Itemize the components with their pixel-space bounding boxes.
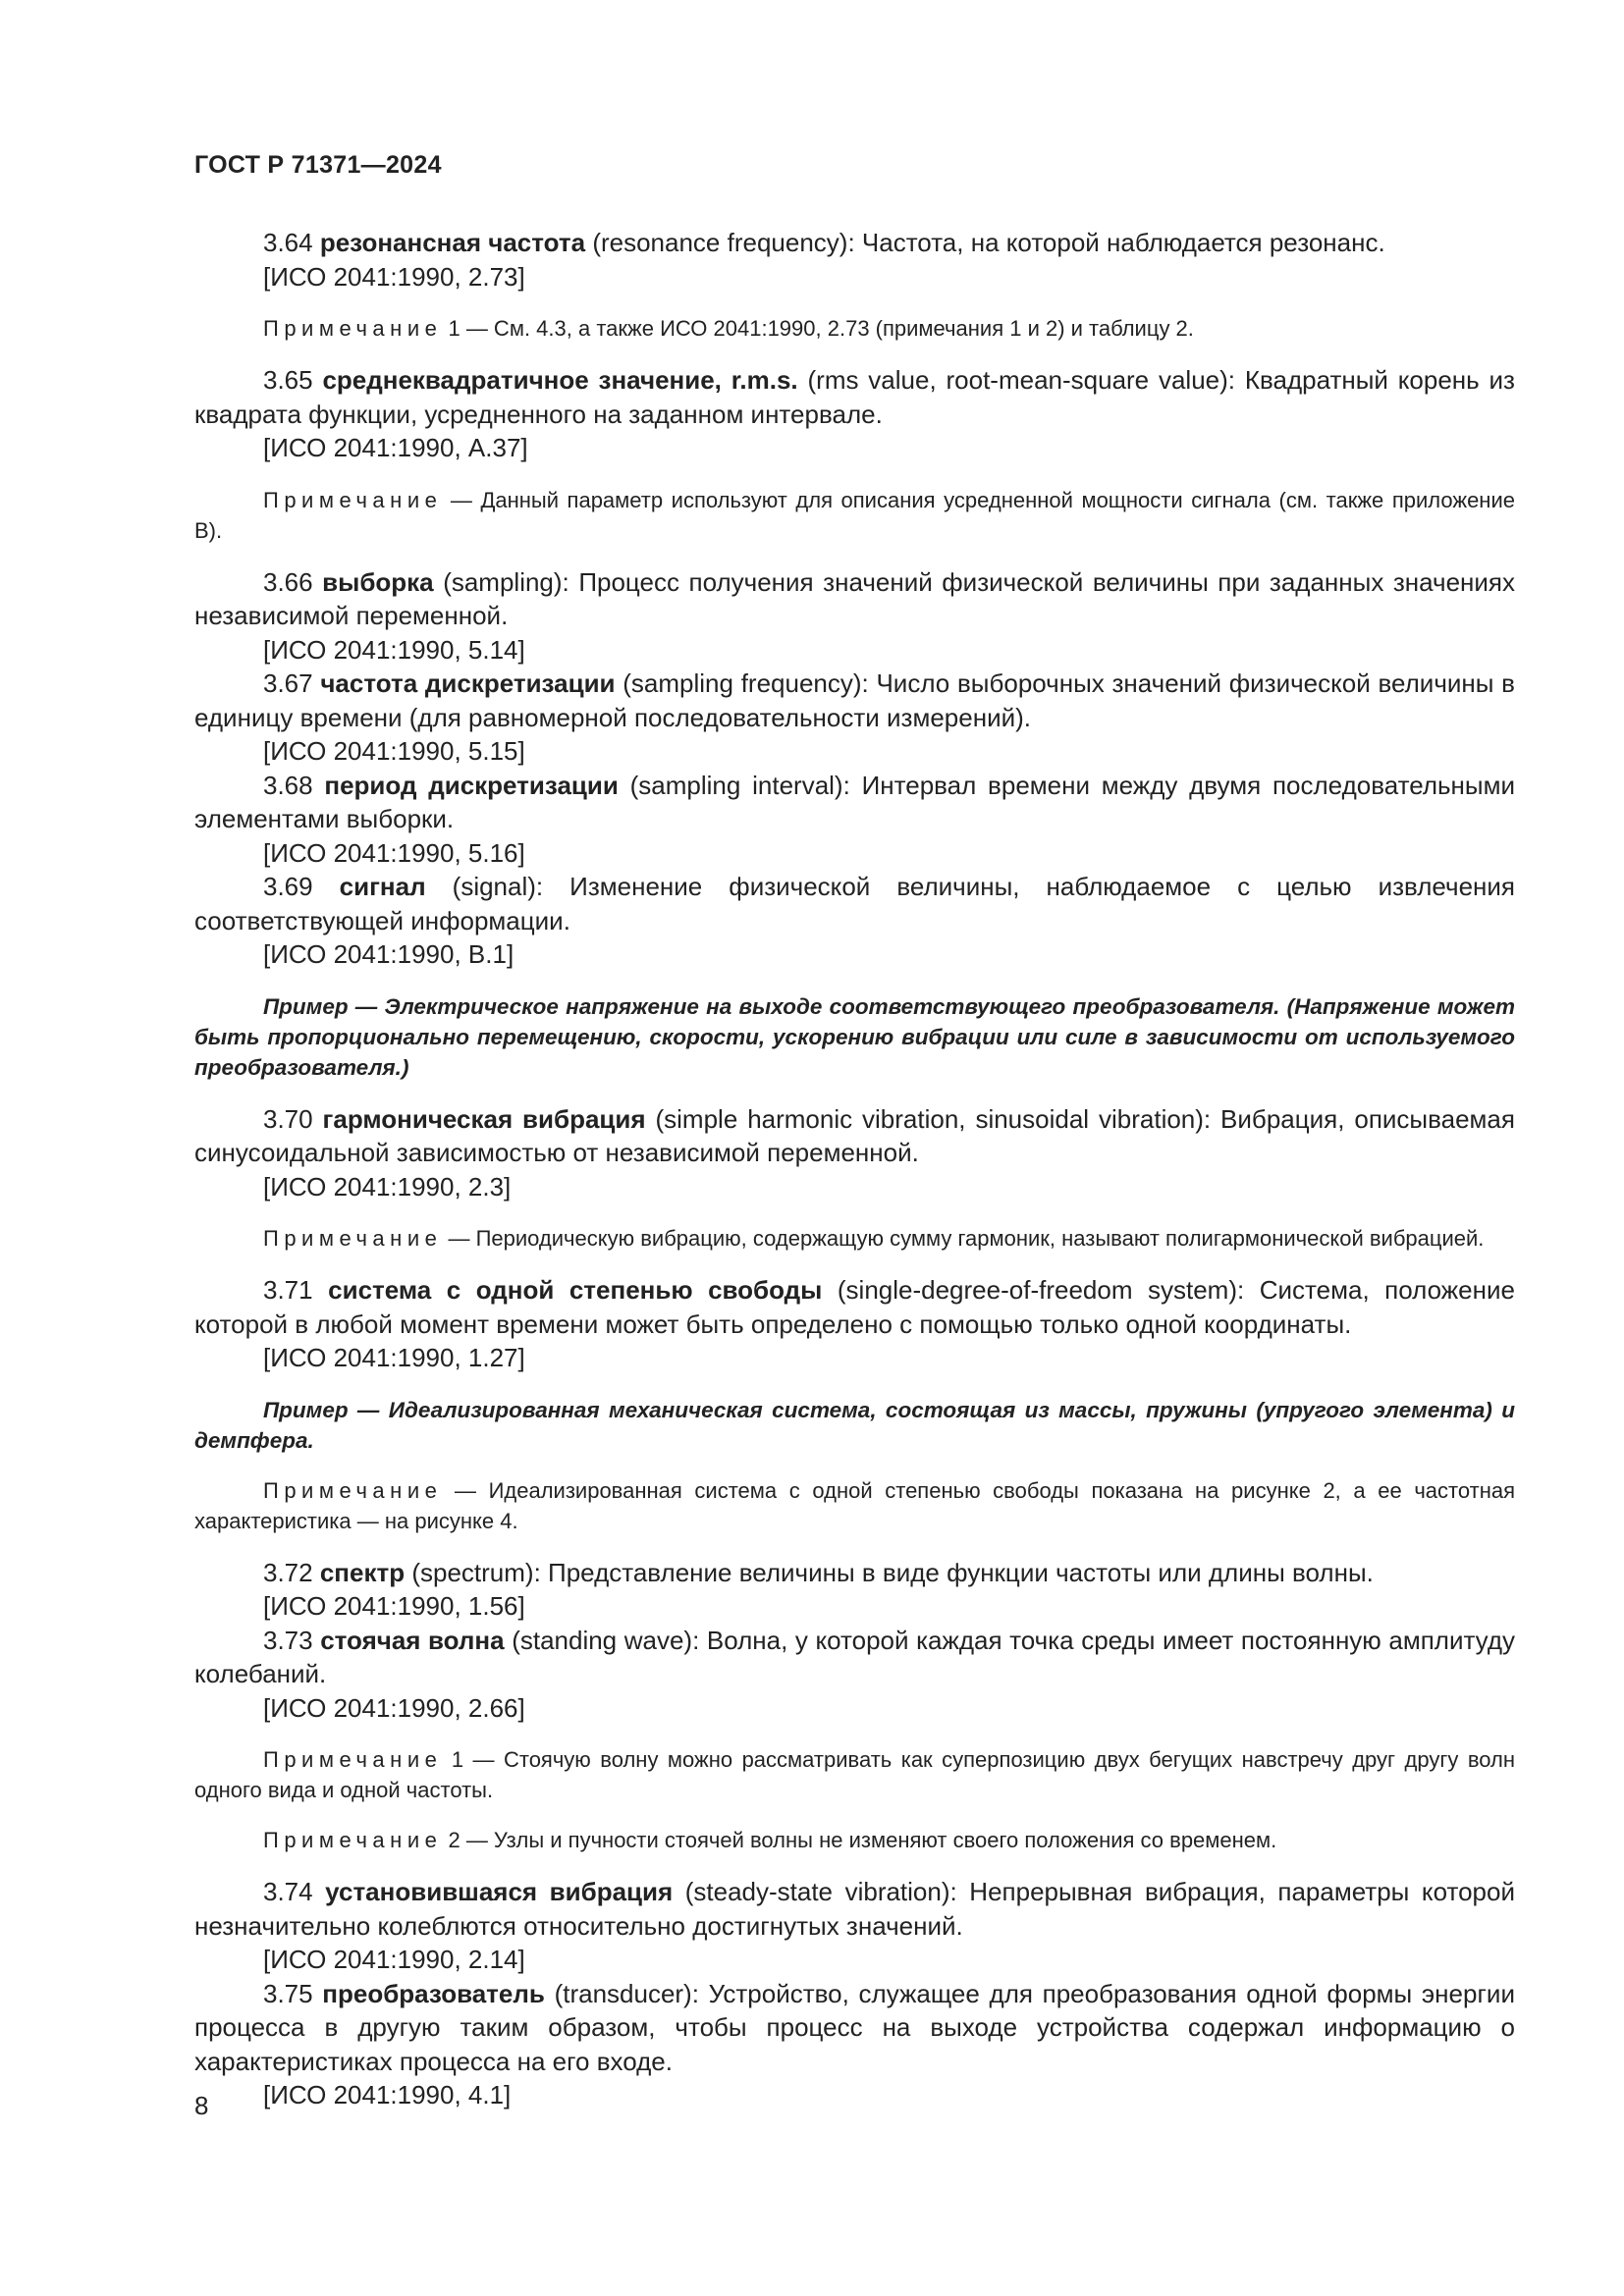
note-text: — Данный параметр используют для описания усредненной мощности сигнала (см. также приложение В).	[194, 487, 1515, 543]
term-text: (simple harmonic vibration, sinusoidal vibration): Вибрация, описываемая синусоидальной зависимостью от независимой переменной.	[194, 1103, 1515, 1167]
term-number: 3.73	[263, 1625, 313, 1655]
term-name: среднеквадратичное значение, r.m.s.	[322, 365, 798, 395]
term-name: установившаяся вибрация	[325, 1877, 674, 1906]
term-definition	[194, 363, 1515, 431]
term-text: (spectrum): Представление величины в виде функции частоты или длины волны.	[411, 1557, 1374, 1587]
note-text: 1 — Стоячую волну можно рассматривать как суперпозицию двух бегущих навстречу друг другу волн одного вида и одной частоты.	[194, 1747, 1515, 1802]
term-definition	[194, 1624, 1515, 1691]
term-definition	[194, 1875, 1515, 1943]
term-name: стоячая волна	[320, 1625, 505, 1655]
term-entry	[194, 1875, 1515, 1977]
note-label: Примечание	[263, 1828, 443, 1852]
term-source-reference: [ИСО 2041:1990, 1.27]	[263, 1343, 525, 1372]
term-definition	[194, 226, 1515, 260]
note	[194, 1825, 1515, 1855]
term-definition	[194, 870, 1515, 937]
term-number: 3.75	[263, 1978, 313, 2008]
term-entry	[194, 1977, 1515, 2112]
note-text: 1 — См. 4.3, а также ИСО 2041:1990, 2.73 (примечания 1 и 2) и таблицу 2.	[448, 316, 1194, 341]
term-number: 3.67	[263, 668, 313, 698]
term-source-reference: [ИСО 2041:1990, А.37]	[263, 433, 528, 462]
note	[194, 1744, 1515, 1805]
term-text: (steady-state vibration): Непрерывная вибрация, параметры которой незначительно колеблются относительно достигнутых значений.	[194, 1877, 1515, 1941]
term-name: сигнал	[339, 872, 426, 901]
term-definition	[194, 565, 1515, 633]
term-entry	[194, 363, 1515, 465]
note-label: Примечание	[263, 1747, 443, 1772]
term-text: (sampling frequency): Число выборочных значений физической величины в единицу времени (для равномерной последовательности измерений).	[194, 668, 1515, 732]
page-number: 8	[194, 2091, 209, 2120]
term-number: 3.66	[263, 566, 313, 597]
term-number: 3.70	[263, 1103, 313, 1134]
term-source-reference: [ИСО 2041:1990, 2.66]	[263, 1692, 525, 1723]
term-source-reference: [ИСО 2041:1990, 2.73]	[263, 261, 525, 292]
note-text: — Идеализированная система с одной степенью свободы показана на рисунке 2, а ее частотная характеристика — на рисунке 4.	[194, 1477, 1515, 1533]
term-number: 3.71	[263, 1275, 313, 1305]
term-entry	[194, 870, 1515, 972]
term-name: резонансная частота	[319, 228, 586, 257]
note	[194, 1223, 1515, 1254]
term-entry	[194, 1102, 1515, 1204]
term-entry	[194, 565, 1515, 667]
term-source-reference: [ИСО 2041:1990, 5.15]	[263, 736, 525, 766]
term-source-reference: [ИСО 2041:1990, 2.14]	[263, 1945, 525, 1974]
example: Пример — Идеализированная механическая система, состоящая из массы, пружины (упругого элемента) и демпфера.	[194, 1397, 1515, 1453]
term-name: частота дискретизации	[320, 668, 616, 698]
term-name: выборка	[322, 566, 434, 597]
term-source-reference: [ИСО 2041:1990, 1.56]	[263, 1591, 525, 1621]
term-source-reference: [ИСО 2041:1990, 2.3]	[263, 1171, 512, 1201]
note-label: Примечание	[263, 316, 443, 341]
term-text: (signal): Изменение физической величины, наблюдаемое с целью извлечения соответствующей информации.	[194, 872, 1515, 935]
term-number: 3.68	[263, 770, 313, 800]
term-name: система с одной степенью свободы	[328, 1275, 823, 1305]
term-number: 3.64	[263, 228, 313, 257]
term-source-reference: [ИСО 2041:1990, 5.14]	[263, 634, 525, 665]
document-body	[194, 226, 1515, 2112]
term-name: период дискретизации	[324, 770, 619, 800]
note-label: Примечание	[263, 1226, 443, 1251]
term-text: (sampling interval): Интервал времени между двумя последовательными элементами выборки.	[194, 770, 1515, 833]
term-entry	[194, 1624, 1515, 1726]
example: Пример — Электрическое напряжение на выходе соответствующего преобразователя. (Напряжение может быть пропорционально перемещению, скорости, ускорению вибрации или силе в зависимости от используемого преобразователя.)	[194, 993, 1515, 1080]
term-text: (transducer): Устройство, служащее для преобразования одной формы энергии процесса в другую таким образом, чтобы процесс на выходе устройства содержал информацию о характеристиках процесса на его входе.	[194, 1978, 1515, 2076]
term-number: 3.72	[263, 1557, 313, 1587]
term-text: (single-degree-of-freedom system): Система, положение которой в любой момент времени может быть определено с помощью только одной координаты.	[194, 1275, 1515, 1339]
term-definition	[194, 769, 1515, 836]
note	[194, 313, 1515, 344]
term-entry	[194, 769, 1515, 871]
term-source-reference: [ИСО 2041:1990, 4.1]	[263, 2080, 512, 2109]
term-definition	[194, 1102, 1515, 1170]
term-definition	[194, 667, 1515, 734]
note-text: 2 — Узлы и пучности стоячей волны не изменяют своего положения со временем.	[448, 1828, 1277, 1852]
term-name: спектр	[319, 1557, 406, 1587]
term-source-reference: [ИСО 2041:1990, 5.16]	[263, 837, 525, 868]
term-name: гармоническая вибрация	[322, 1103, 646, 1134]
term-entry	[194, 226, 1515, 294]
term-text: (sampling): Процесс получения значений физической величины при заданных значениях независимой переменной.	[194, 566, 1515, 630]
term-entry	[194, 1273, 1515, 1375]
term-entry	[194, 1556, 1515, 1624]
term-text: (resonance frequency): Частота, на которой наблюдается резонанс.	[592, 228, 1385, 257]
term-definition	[194, 1977, 1515, 2079]
note	[194, 1475, 1515, 1536]
note-text: — Периодическую вибрацию, содержащую сумму гармоник, называют полигармонической вибрацией.	[448, 1226, 1485, 1251]
note-label: Примечание	[263, 487, 443, 512]
term-number: 3.74	[263, 1877, 313, 1906]
term-source-reference: [ИСО 2041:1990, В.1]	[263, 939, 514, 969]
note-label: Примечание	[263, 1477, 443, 1503]
note	[194, 485, 1515, 546]
term-definition	[194, 1273, 1515, 1341]
term-number: 3.65	[263, 365, 313, 395]
term-name: преобразователь	[322, 1978, 545, 2008]
document-header: ГОСТ Р 71371—2024	[194, 151, 442, 179]
term-number: 3.69	[263, 872, 313, 901]
term-text: (rms value, root-mean-square value): Квадратный корень из квадрата функции, усредненного на заданном интервале.	[194, 365, 1515, 429]
term-entry	[194, 667, 1515, 769]
term-text: (standing wave): Волна, у которой каждая точка среды имеет постоянную амплитуду колебаний.	[194, 1625, 1515, 1688]
term-definition	[194, 1556, 1515, 1590]
